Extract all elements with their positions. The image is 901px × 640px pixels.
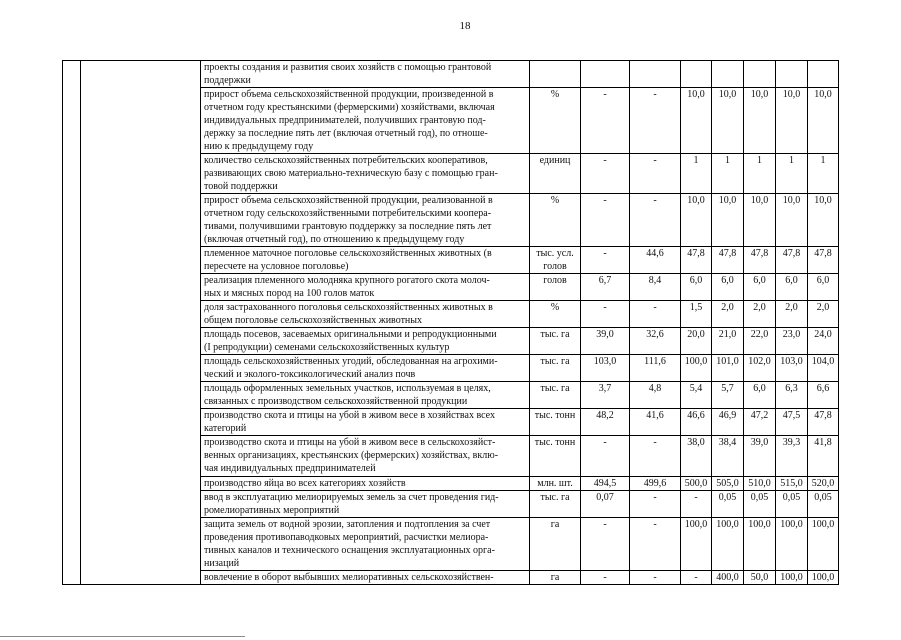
value-cell: - [581,88,630,154]
value-cell: 6,0 [808,274,839,301]
value-cell: 6,6 [808,382,839,409]
unit-cell: тыс. усл. голов [530,247,581,274]
indicator-cell: ввод в эксплуатацию мелиорируемых земель за счет проведения гид- ромелиоративных мероприятий [201,491,530,518]
value-cell: 10,0 [712,194,744,247]
value-cell [712,61,744,88]
unit-cell: % [530,301,581,328]
footnote-rule [0,636,245,637]
unit-cell [530,61,581,88]
value-cell: 47,5 [776,409,808,436]
value-cell: 38,4 [712,436,744,477]
indicator-cell: проекты создания и развития своих хозяйств с помощью грантовой поддержки [201,61,530,88]
value-cell: - [581,247,630,274]
value-cell: 4,8 [630,382,681,409]
unit-cell: % [530,88,581,154]
unit-cell: тыс. га [530,491,581,518]
value-cell: 1 [712,154,744,194]
value-cell: 10,0 [808,88,839,154]
value-cell: 100,0 [776,518,808,571]
table-row [63,61,839,88]
value-cell: 102,0 [744,355,776,382]
value-cell: - [630,518,681,571]
indicator-cell: реализация племенного молодняка крупного рогатого скота молоч- ных и мясных пород на 100 голов маток [201,274,530,301]
value-cell: 3,7 [581,382,630,409]
value-cell [581,61,630,88]
value-cell: 47,8 [808,409,839,436]
page-number: 18 [459,20,471,32]
unit-cell: тыс. тонн [530,409,581,436]
value-cell: 0,07 [581,491,630,518]
blank-number-column [63,61,81,585]
value-cell: 0,05 [776,491,808,518]
value-cell: - [681,571,712,585]
value-cell: 46,9 [712,409,744,436]
value-cell [776,61,808,88]
indicator-cell: прирост объема сельскохозяйственной продукции, реализованной в отчетном году сельскохозяйственными потребительскими коопера- тивами, получившими грантовую поддержку за последние пять лет (включая отчетный год), по отношению к предыдущему году [201,194,530,247]
value-cell: 39,3 [776,436,808,477]
value-cell: 520,0 [808,477,839,491]
value-cell: 47,8 [681,247,712,274]
value-cell: 20,0 [681,328,712,355]
value-cell: 499,6 [630,477,681,491]
value-cell: 100,0 [681,355,712,382]
value-cell: 21,0 [712,328,744,355]
value-cell: 0,05 [744,491,776,518]
value-cell: 6,7 [581,274,630,301]
value-cell: 103,0 [581,355,630,382]
value-cell: - [581,154,630,194]
value-cell: 1,5 [681,301,712,328]
value-cell: 2,0 [776,301,808,328]
value-cell: 6,0 [776,274,808,301]
value-cell: 50,0 [744,571,776,585]
value-cell: 1 [744,154,776,194]
value-cell: 48,2 [581,409,630,436]
value-cell: - [581,571,630,585]
indicator-cell: вовлечение в оборот выбывших мелиоративных сельскохозяйствен- [201,571,530,585]
value-cell: 2,0 [744,301,776,328]
value-cell: - [630,154,681,194]
indicator-cell: прирост объема сельскохозяйственной продукции, произведенной в отчетном году крестьянскими (фермерскими) хозяйствами, включая индивидуальных предпринимателей, получивших грантовую под- держку за последние пять лет (включая отчетный год), по отноше- нию к предыдущему году [201,88,530,154]
value-cell: 100,0 [744,518,776,571]
unit-cell: голов [530,274,581,301]
indicator-cell: племенное маточное поголовье сельскохозяйственных животных (в пересчете на условное поголовье) [201,247,530,274]
unit-cell: млн. шт. [530,477,581,491]
unit-cell: % [530,194,581,247]
indicator-cell: площадь оформленных земельных участков, используемая в целях, связанных с производством сельскохозяйственной продукции [201,382,530,409]
value-cell: 2,0 [808,301,839,328]
value-cell: 47,8 [712,247,744,274]
value-cell: 1 [681,154,712,194]
value-cell: 111,6 [630,355,681,382]
indicator-cell: производство яйца во всех категориях хозяйств [201,477,530,491]
value-cell: - [630,436,681,477]
value-cell: - [630,194,681,247]
indicator-cell: производство скота и птицы на убой в живом весе в сельскохозяйст- венных организациях, крестьянских (фермерских) хозяйствах, вклю- чая индивидуальных предпринимателей [201,436,530,477]
value-cell: 10,0 [776,194,808,247]
value-cell: 505,0 [712,477,744,491]
unit-cell: тыс. га [530,382,581,409]
value-cell: 24,0 [808,328,839,355]
unit-cell: га [530,518,581,571]
value-cell: 41,6 [630,409,681,436]
value-cell: 47,8 [744,247,776,274]
value-cell: 100,0 [808,518,839,571]
value-cell: 100,0 [712,518,744,571]
value-cell: 0,05 [712,491,744,518]
value-cell: 0,05 [808,491,839,518]
value-cell: 47,2 [744,409,776,436]
indicator-cell: площадь посевов, засеваемых оригинальными и репродукционными (I репродукции) семенами сельскохозяйственных культур [201,328,530,355]
value-cell: 8,4 [630,274,681,301]
value-cell: 44,6 [630,247,681,274]
value-cell: 47,8 [776,247,808,274]
value-cell: 5,4 [681,382,712,409]
value-cell: 10,0 [681,194,712,247]
value-cell: - [581,301,630,328]
value-cell: 500,0 [681,477,712,491]
value-cell [808,61,839,88]
value-cell: 494,5 [581,477,630,491]
value-cell: 23,0 [776,328,808,355]
value-cell: 10,0 [744,194,776,247]
value-cell: 41,8 [808,436,839,477]
value-cell: - [581,436,630,477]
value-cell: 10,0 [808,194,839,247]
value-cell: 6,0 [681,274,712,301]
value-cell: 1 [776,154,808,194]
value-cell: 510,0 [744,477,776,491]
value-cell: 104,0 [808,355,839,382]
indicator-cell: доля застрахованного поголовья сельскохозяйственных животных в общем поголовье сельскохозяйственных животных [201,301,530,328]
value-cell: 100,0 [681,518,712,571]
value-cell: 6,3 [776,382,808,409]
value-cell: 103,0 [776,355,808,382]
indicator-cell: количество сельскохозяйственных потребительских кооперативов, развивающих свою материально-техническую базу с помощью гран- товой поддержки [201,154,530,194]
value-cell: - [681,491,712,518]
value-cell: 38,0 [681,436,712,477]
value-cell: 39,0 [744,436,776,477]
value-cell [681,61,712,88]
indicator-cell: защита земель от водной эрозии, затопления и подтопления за счет проведения противопаводковых мероприятий, расчистки мелиора- тивных каналов и технического оснащения эксплуатационных орга- низаций [201,518,530,571]
value-cell: 100,0 [808,571,839,585]
value-cell: 6,0 [744,382,776,409]
value-cell [744,61,776,88]
value-cell: 10,0 [712,88,744,154]
unit-cell: га [530,571,581,585]
value-cell: - [581,194,630,247]
value-cell: - [630,571,681,585]
blank-name-column [81,61,201,585]
indicators-table [62,60,839,585]
unit-cell: тыс. тонн [530,436,581,477]
value-cell: - [630,88,681,154]
value-cell: 46,6 [681,409,712,436]
value-cell: 101,0 [712,355,744,382]
value-cell: - [581,518,630,571]
unit-cell: тыс. га [530,328,581,355]
value-cell: 10,0 [744,88,776,154]
value-cell: 10,0 [776,88,808,154]
value-cell: 47,8 [808,247,839,274]
value-cell: 5,7 [712,382,744,409]
indicator-cell: площадь сельскохозяйственных угодий, обследованная на агрохими- ческий и эколого-токсикологический анализ почв [201,355,530,382]
value-cell: 1 [808,154,839,194]
value-cell: 100,0 [776,571,808,585]
value-cell: 39,0 [581,328,630,355]
value-cell: 10,0 [681,88,712,154]
value-cell: 6,0 [744,274,776,301]
value-cell: - [630,491,681,518]
value-cell: 515,0 [776,477,808,491]
value-cell: 22,0 [744,328,776,355]
unit-cell: единиц [530,154,581,194]
value-cell: 2,0 [712,301,744,328]
value-cell: - [630,301,681,328]
value-cell [630,61,681,88]
value-cell: 32,6 [630,328,681,355]
indicator-cell: производство скота и птицы на убой в живом весе в хозяйствах всех категорий [201,409,530,436]
value-cell: 6,0 [712,274,744,301]
value-cell: 400,0 [712,571,744,585]
unit-cell: тыс. га [530,355,581,382]
